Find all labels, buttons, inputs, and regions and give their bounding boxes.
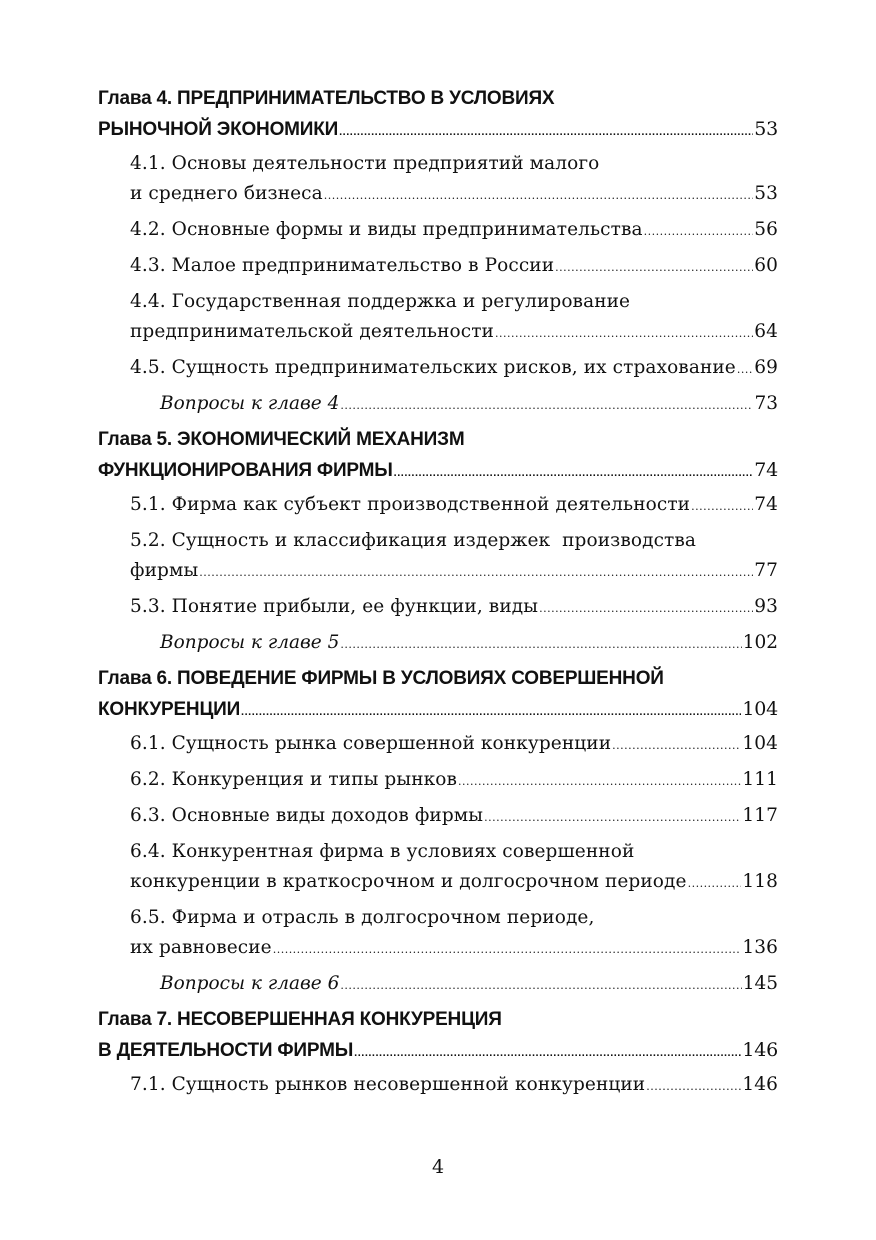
toc-entry-title: Вопросы к главе 6 (160, 973, 340, 994)
toc-entry-title: 4.2. Основные формы и виды предпринимательства (130, 219, 643, 240)
toc-entry-title-line-1: 6.4. Конкурентная фирма в условиях совершенной (130, 841, 635, 862)
toc-entry-title: фирмы (130, 560, 199, 581)
toc-section-6-4[interactable] (98, 837, 778, 897)
toc-section-4-4[interactable] (98, 287, 778, 347)
toc-entry-title-line-1: Глава 5. ЭКОНОМИЧЕСКИЙ МЕХАНИЗМ (98, 429, 465, 450)
leader-dots (612, 740, 741, 751)
toc-entry-title: предпринимательской деятельности (130, 321, 494, 342)
toc-entry-title: их равновесие (130, 937, 272, 958)
toc-entry-title-line-1: 6.5. Фирма и отрасль в долгосрочном периоде, (130, 907, 595, 928)
toc-entry-title: 6.1. Сущность рынка совершенной конкуренции (130, 733, 612, 754)
leader-dots (340, 980, 741, 991)
toc-entry-title: 6.3. Основные виды доходов фирмы (130, 805, 484, 826)
toc-entry-title: Вопросы к главе 5 (160, 632, 340, 653)
toc-entry-title: 5.3. Понятие прибыли, ее функции, виды (130, 596, 539, 617)
toc-page-number: 74 (754, 494, 778, 515)
toc-entry-title: 4.3. Малое предпринимательство в России (130, 255, 555, 276)
leader-dots (458, 776, 741, 787)
toc-entry-title: 4.5. Сущность предпринимательских рисков, их страхование (130, 357, 736, 378)
toc-entry-title: и среднего бизнеса (130, 183, 323, 204)
toc-page-number: 104 (742, 698, 778, 720)
toc-page-number: 146 (742, 1039, 778, 1061)
toc-section-5-2[interactable] (98, 526, 778, 586)
toc-page-number: 111 (742, 769, 778, 790)
toc-section-6-3[interactable] (98, 801, 778, 831)
toc-page-number: 53 (754, 183, 778, 204)
leader-dots (646, 1081, 741, 1092)
toc-questions-chapter-6[interactable] (98, 969, 778, 999)
toc-chapter-4[interactable] (98, 84, 778, 145)
toc-chapter-6[interactable] (98, 664, 778, 725)
toc-entry-title: КОНКУРЕНЦИИ (98, 699, 241, 720)
toc-page-number: 77 (754, 560, 778, 581)
toc-chapter-7[interactable] (98, 1005, 778, 1066)
toc-entry-title: ФУНКЦИОНИРОВАНИЯ ФИРМЫ (98, 460, 393, 481)
toc-section-4-2[interactable] (98, 215, 778, 245)
toc-entry-title-line-1: 4.4. Государственная поддержка и регулирование (130, 291, 631, 312)
toc-section-4-3[interactable] (98, 251, 778, 281)
leader-dots (484, 812, 741, 823)
leader-dots (644, 226, 754, 237)
toc-page-number: 102 (742, 632, 778, 653)
toc-page-number: 104 (742, 733, 778, 754)
toc-questions-chapter-4[interactable] (98, 389, 778, 419)
toc-page-number: 53 (754, 118, 778, 140)
toc-page-number: 136 (742, 937, 778, 958)
toc-entry-title: конкуренции в краткосрочном и долгосрочном периоде (130, 871, 687, 892)
toc-section-5-3[interactable] (98, 592, 778, 622)
leader-dots (273, 944, 742, 955)
page-number: 4 (431, 1156, 445, 1178)
leader-dots (737, 364, 753, 375)
toc-entry-title-line-1: 5.2. Сущность и классификация издержек производства (130, 530, 697, 551)
toc-page-number: 117 (742, 805, 778, 826)
toc-section-4-5[interactable] (98, 353, 778, 383)
toc-entry-title: РЫНОЧНОЙ ЭКОНОМИКИ (98, 119, 339, 140)
toc-section-6-1[interactable] (98, 729, 778, 759)
toc-entry-title-line-1: Глава 7. НЕСОВЕРШЕННАЯ КОНКУРЕНЦИЯ (98, 1009, 502, 1030)
toc-entry-title: В ДЕЯТЕЛЬНОСТИ ФИРМЫ (98, 1040, 354, 1061)
toc-entry-title-line-1: 4.1. Основы деятельности предприятий малого (130, 153, 600, 174)
leader-dots (354, 1048, 741, 1059)
toc-section-4-1[interactable] (98, 149, 778, 209)
toc-chapter-5[interactable] (98, 425, 778, 486)
toc-section-7-1[interactable] (98, 1070, 778, 1100)
leader-dots (339, 127, 753, 138)
leader-dots (539, 603, 753, 614)
toc-entry-title: 6.2. Конкуренция и типы рынков (130, 769, 458, 790)
toc-section-6-5[interactable] (98, 903, 778, 963)
toc-page-number: 74 (754, 459, 778, 481)
toc-page-number: 60 (754, 255, 778, 276)
leader-dots (340, 400, 753, 411)
leader-dots (241, 707, 741, 718)
toc-page-number: 145 (742, 973, 778, 994)
leader-dots (688, 878, 742, 889)
toc-entry-title: Вопросы к главе 4 (160, 393, 340, 414)
toc-entry-title: 7.1. Сущность рынков несовершенной конкуренции (130, 1074, 646, 1095)
leader-dots (691, 501, 753, 512)
toc-page-number: 93 (754, 596, 778, 617)
toc-entry-title-line-1: Глава 6. ПОВЕДЕНИЕ ФИРМЫ В УСЛОВИЯХ СОВЕРШЕННОЙ (98, 668, 664, 689)
toc-page-number: 73 (754, 393, 778, 414)
toc-page-number: 146 (742, 1074, 778, 1095)
toc-page-number: 118 (742, 871, 778, 892)
leader-dots (495, 328, 753, 339)
toc-page-number: 56 (754, 219, 778, 240)
leader-dots (340, 639, 741, 650)
toc-section-6-2[interactable] (98, 765, 778, 795)
leader-dots (324, 190, 753, 201)
leader-dots (555, 262, 753, 273)
toc-entry-title-line-1: Глава 4. ПРЕДПРИНИМАТЕЛЬСТВО В УСЛОВИЯХ (98, 88, 555, 109)
table-of-contents (98, 84, 778, 1106)
toc-section-5-1[interactable] (98, 490, 778, 520)
toc-entry-title: 5.1. Фирма как субъект производственной деятельности (130, 494, 691, 515)
leader-dots (394, 468, 754, 479)
toc-page-number: 64 (754, 321, 778, 342)
toc-questions-chapter-5[interactable] (98, 628, 778, 658)
leader-dots (199, 567, 753, 578)
toc-page-number: 69 (754, 357, 778, 378)
